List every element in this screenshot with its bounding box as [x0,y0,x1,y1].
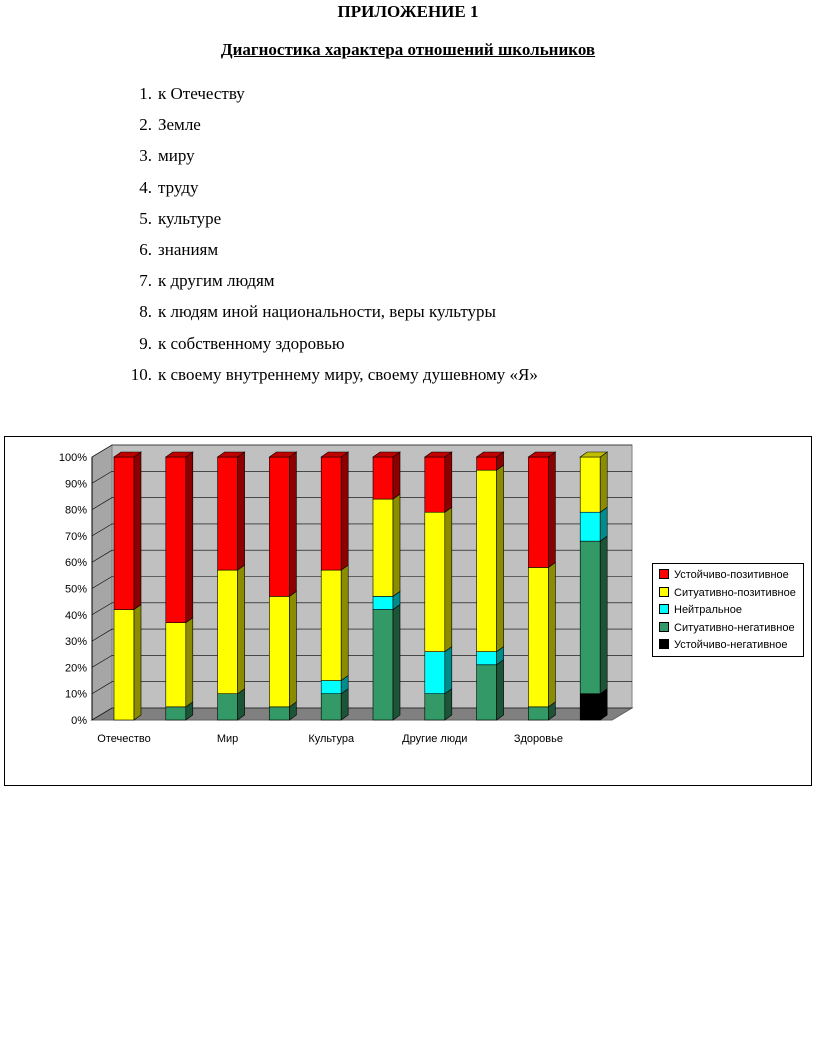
y-tick-label: 80% [64,504,87,517]
list-item-number: 3. [139,146,152,166]
bar-segment-side [548,562,555,706]
bar-segment-side [186,618,193,707]
bar-segment [425,652,445,694]
bar-segment [528,707,548,720]
y-tick-label: 90% [64,478,87,491]
bar-segment-side [600,507,607,541]
document-title: Диагностика характера отношений школьников [220,40,596,59]
bar-segment [477,665,497,720]
bar-segment-side [341,452,348,570]
y-tick-label: 20% [64,662,87,675]
list-item-text: к собственному здоровью [158,333,345,353]
bar-segment [425,694,445,720]
bar-segment [114,610,134,720]
legend-label: Нейтральное [674,604,742,616]
bar-segment [321,694,341,720]
bar-segment [114,457,134,610]
legend-item [659,604,803,622]
list-item-text: культуре [158,208,222,228]
bar-segment-side [393,452,400,499]
bar-segment [425,512,445,651]
bar-segment [528,457,548,567]
list-item-number: 1. [139,84,152,103]
bar-segment [477,457,497,470]
chart-legend [652,563,804,657]
list-item-number: 8. [139,302,152,322]
bar-segment [269,457,289,596]
bar-segment [580,541,600,694]
bar-segment-side [341,689,348,720]
bar-segment [166,623,186,707]
list-item-text: миру [158,146,195,166]
list-item-number: 2. [139,115,152,135]
y-tick-label: 10% [64,688,87,701]
bar-segment [166,707,186,720]
appendix-title: ПРИЛОЖЕНИЕ 1 [337,2,479,21]
list-item-text: к людям иной национальности, веры культуры [158,302,496,322]
list-item-text: Земле [158,115,201,135]
list-item-text: к другим людям [158,271,275,291]
bar-segment [477,470,497,651]
bar-segment-side [341,565,348,680]
bar-segment [373,499,393,596]
bar-segment-side [600,536,607,694]
bar-segment [321,570,341,680]
y-tick-label: 40% [64,609,87,622]
list-item-number: 10. [130,364,152,384]
x-tick-label: Здоровье [513,733,563,745]
list-item-number: 7. [139,271,152,291]
legend-label: Ситуативно-негативное [674,621,795,634]
legend-label: Ситуативно-позитивное [674,586,796,599]
bar-segment-side [497,465,504,651]
bar-segment [218,570,238,694]
bar-segment [269,596,289,706]
bar-segment [218,694,238,720]
bar-segment [321,457,341,570]
legend-item [659,569,803,587]
bar-segment-side [186,452,193,623]
bar-segment-side [289,591,296,706]
bar-segment-side [393,494,400,596]
bar-segment [166,457,186,623]
bar-segment [528,567,548,706]
list-item-number: 5. [139,208,152,228]
bar-segment-side [445,452,452,512]
legend-swatch [659,587,669,597]
bar-segment [373,457,393,499]
y-tick-label: 0% [71,715,87,727]
bar-segment [580,457,600,512]
legend-label: Устойчиво-позитивное [674,569,789,581]
bar-segment-side [134,605,141,720]
bar-segment [580,512,600,541]
bar-segment-side [393,605,400,720]
x-tick-label: Культура [308,733,355,745]
bar-segment [477,652,497,665]
list-item-text: к своему внутреннему миру, своему душевному «Я» [158,364,538,384]
bar-segment-side [134,452,141,610]
bar-segment-side [600,689,607,720]
bar-segment [321,681,341,694]
bar-segment [373,596,393,609]
legend-swatch [659,569,669,579]
bar-segment-side [238,452,245,570]
bar-segment [425,457,445,512]
list-item-number: 9. [139,333,152,353]
y-tick-label: 70% [64,530,87,543]
bar-segment-side [548,452,555,567]
legend-item [659,622,803,640]
x-tick-label: Отечество [97,733,151,745]
bar-segment-side [289,452,296,596]
bar-segment-side [238,689,245,720]
x-tick-label: Мир [216,733,239,745]
bar-segment-side [445,689,452,720]
legend-item [659,639,803,657]
bar-segment-side [238,565,245,694]
list-item-text: труду [158,177,199,197]
y-tick-label: 30% [64,636,87,649]
legend-item [659,587,803,605]
y-tick-label: 60% [64,557,87,570]
bar-segment [269,707,289,720]
bar-segment [218,457,238,570]
bar-segment-side [497,660,504,720]
y-tick-label: 100% [58,452,87,464]
list-item-text: знаниям [158,239,219,259]
y-tick-label: 50% [64,583,87,596]
bar-segment [373,610,393,720]
list-item-number: 6. [139,239,152,259]
bar-segment-side [600,452,607,512]
legend-label: Устойчиво-негативное [674,639,788,651]
list-item-number: 4. [139,177,152,197]
list-item-text: к Отечеству [158,84,245,103]
bar-segment-side [445,647,452,694]
bar-segment [580,694,600,720]
bar-segment-side [445,507,452,651]
legend-swatch [659,622,669,632]
legend-swatch [659,639,669,649]
x-tick-label: Другие люди [402,733,468,745]
legend-swatch [659,604,669,614]
